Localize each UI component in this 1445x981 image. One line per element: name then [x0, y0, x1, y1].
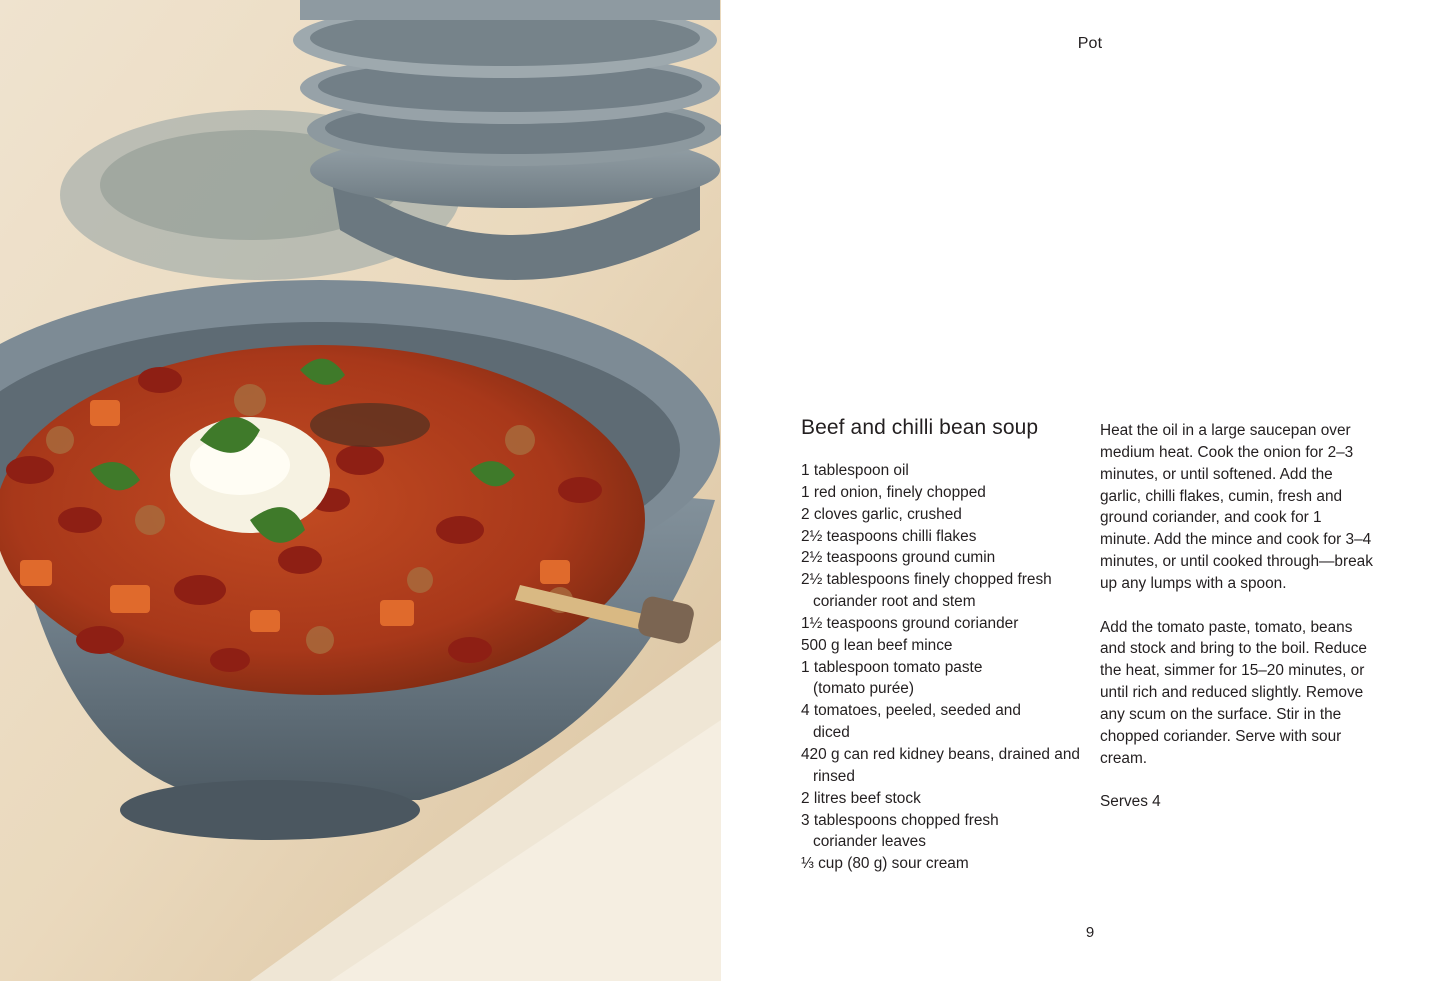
recipe-title: Beef and chilli bean soup	[801, 416, 1039, 439]
ingredient-item: 3 tablespoons chopped fresh coriander leaves	[801, 811, 999, 851]
ingredient-item: 1 red onion, finely chopped	[801, 483, 986, 501]
method-step: Add the tomato paste, tomato, beans and stock and bring to the boil. Reduce the heat, simmer for 15–20 minutes, or until rich and reduced slightly. Remove any scum on the surface. Stir in the chopped coriander. Serve with sour cream.	[1100, 618, 1367, 767]
soup-bowl-illustration	[0, 0, 721, 981]
ingredient-list	[801, 460, 1086, 875]
section-heading: Pot	[1077, 35, 1103, 52]
stacked-bowls	[293, 0, 721, 280]
ingredient-item: 1 tablespoon tomato paste (tomato purée)	[801, 658, 983, 698]
ingredient-item: 2½ teaspoons ground cumin	[801, 549, 996, 567]
page-number: 9	[1085, 924, 1095, 941]
ingredient-item: 1 tablespoon oil	[801, 462, 909, 479]
ingredient-item: 2 cloves garlic, crushed	[801, 505, 962, 523]
ingredient-item: 4 tomatoes, peeled, seeded and diced	[801, 702, 1021, 742]
ingredient-item: ⅓ cup (80 g) sour cream	[801, 855, 969, 873]
recipe-photo	[0, 0, 721, 981]
ingredient-item: 2½ tablespoons finely chopped fresh coriander root and stem	[801, 571, 1052, 611]
method-step: Heat the oil in a large saucepan over medium heat. Cook the onion for 2–3 minutes, or until softened. Add the garlic, chilli flakes, cumin, fresh and ground coriander, and cook for 1 minute. Add the mince and cook for 3–4 minutes, or until cooked through—break up any lumps with a spoon.	[1100, 422, 1373, 592]
method-column	[1100, 420, 1375, 835]
ingredient-item: 2½ teaspoons chilli flakes	[801, 527, 977, 545]
ingredient-item: 1½ teaspoons ground coriander	[801, 614, 1019, 632]
ingredient-item: 2 litres beef stock	[801, 789, 921, 807]
serves-note: Serves 4	[1100, 793, 1161, 811]
ingredient-item: 420 g can red kidney beans, drained and rinsed	[801, 745, 1080, 785]
ingredient-item: 500 g lean beef mince	[801, 636, 953, 654]
